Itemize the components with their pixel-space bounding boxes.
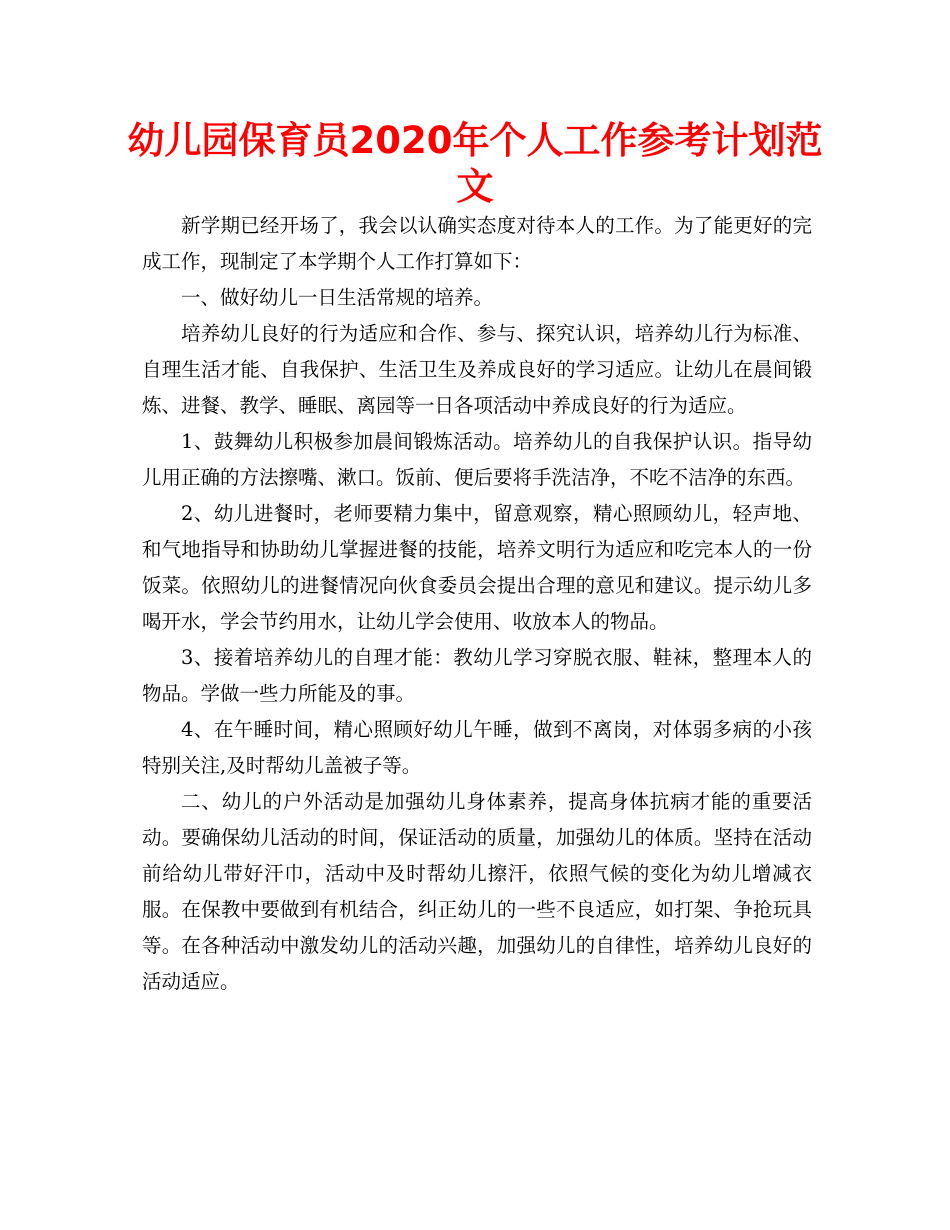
- paragraph-item-3: 3、接着培养幼儿的自理才能：教幼儿学习穿脱衣服、鞋袜，整理本人的物品。学做一些力所能及的事。: [142, 646, 812, 705]
- paragraph-section-1-summary: 培养幼儿良好的行为适应和合作、参与、探究认识，培养幼儿行为标准、自理生活才能、自我保护、生活卫生及养成良好的学习适应。让幼儿在晨间锻炼、进餐、教学、睡眠、离园等一日各项活动中养成良好的行为适应。: [142, 322, 812, 417]
- document-title: 幼儿园保育员2020年个人工作参考计划范文: [127, 119, 823, 208]
- document-body: [142, 208, 812, 1000]
- paragraph-item-4: 4、在午睡时间，精心照顾好幼儿午睡，做到不离岗，对体弱多病的小孩特别关注,及时帮幼儿盖被子等。: [142, 718, 812, 777]
- paragraph-item-1: 1、鼓舞幼儿积极参加晨间锻炼活动。培养幼儿的自我保护认识。指导幼儿用正确的方法擦嘴、漱口。饭前、便后要将手洗洁净，不吃不洁净的东西。: [142, 430, 812, 489]
- paragraph-item-2: 2、幼儿进餐时，老师要精力集中，留意观察，精心照顾幼儿，轻声地、和气地指导和协助幼儿掌握进餐的技能，培养文明行为适应和吃完本人的一份饭菜。依照幼儿的进餐情况向伙食委员会提出合理的意见和建议。提示幼儿多喝开水，学会节约用水，让幼儿学会使用、收放本人的物品。: [142, 502, 812, 633]
- paragraph-intro: 新学期已经开场了，我会以认确实态度对待本人的工作。为了能更好的完成工作，现制定了本学期个人工作打算如下：: [142, 214, 812, 273]
- paragraph-section-1-heading: 一、做好幼儿一日生活常规的培养。: [181, 286, 494, 309]
- paragraph-section-2: 二、幼儿的户外活动是加强幼儿身体素养，提高身体抗病才能的重要活动。要确保幼儿活动的时间，保证活动的质量，加强幼儿的体质。坚持在活动前给幼儿带好汗巾，活动中及时帮幼儿擦汗，依照气候的变化为幼儿增减衣服。在保教中要做到有机结合，纠正幼儿的一些不良适应，如打架、争抢玩具等。在各种活动中激发幼儿的活动兴趣，加强幼儿的自律性，培养幼儿良好的活动适应。: [142, 790, 812, 993]
